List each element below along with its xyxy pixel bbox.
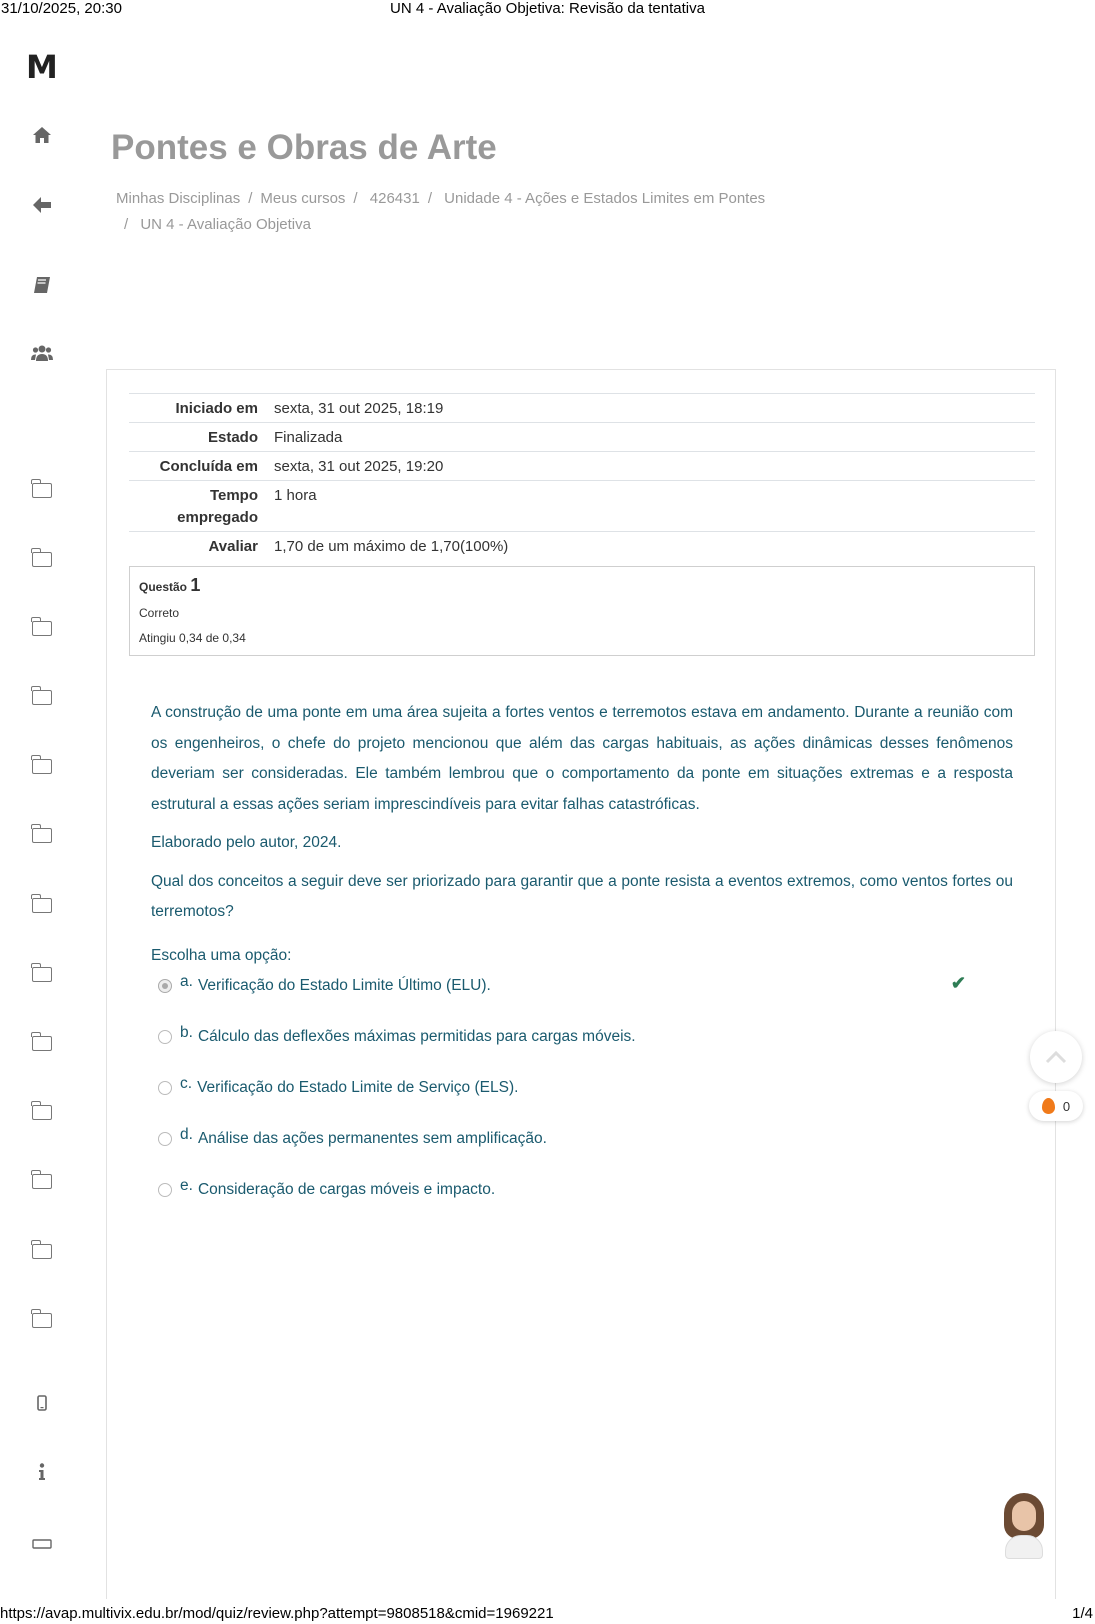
- breadcrumb-item[interactable]: Unidade 4 - Ações e Estados Limites em Pontes: [444, 190, 766, 207]
- answer-option-e[interactable]: [158, 1179, 1013, 1230]
- option-letter: a.: [180, 973, 193, 990]
- flame-icon: [1042, 1098, 1055, 1114]
- question-info: [129, 566, 1035, 656]
- summary-row: [129, 531, 1035, 560]
- folder-icon[interactable]: [28, 1306, 56, 1334]
- print-url: https://avap.multivix.edu.br/mod/quiz/review.php?attempt=9808518&cmid=1969221: [0, 1605, 554, 1622]
- summary-value: Finalizada: [274, 429, 343, 446]
- option-text: Consideração de cargas móveis e impacto.: [197, 1181, 496, 1198]
- option-letter: d.: [180, 1126, 193, 1143]
- summary-label: Iniciado em: [175, 400, 258, 417]
- folder-icon[interactable]: [28, 821, 56, 849]
- folder-icon[interactable]: [28, 1029, 56, 1057]
- breadcrumb-item[interactable]: UN 4 - Avaliação Objetiva: [140, 216, 311, 233]
- summary-label: Estado: [207, 429, 258, 446]
- question-paragraph: A construção de uma ponte em uma área sujeita a fortes ventos e terremotos estava em andamento. Durante a reunião com os engenheiros, o chefe do projeto mencionou que além das cargas habituais, as ações dinâmicas desses fenômenos deveriam ser consideradas. Ele também lembrou que o comportamento da ponte em situações extremas e a resposta estrutural a essas ações seriam imprescindíveis para evitar falhas catastróficas.: [151, 704, 1013, 813]
- summary-row: [129, 480, 1035, 531]
- summary-value: 1,70 de um máximo de 1,70(100%): [274, 538, 509, 555]
- option-text: Verificação do Estado Limite de Serviço (ELS).: [197, 1079, 519, 1096]
- mobile-icon[interactable]: [28, 1389, 56, 1417]
- choose-option-label: Escolha uma opção:: [151, 947, 292, 964]
- folder-icon[interactable]: [28, 545, 56, 573]
- breadcrumb: Minhas Disciplinas / Meus cursos / 426431 / Unidade 4 - Ações e Estados Limites em Pontes / UN 4 - Avaliação Objetiva: [116, 190, 766, 233]
- radio[interactable]: [158, 1030, 172, 1044]
- answer-option-b[interactable]: [158, 1026, 1013, 1077]
- answer-option-c[interactable]: [158, 1077, 1013, 1128]
- radio-selected[interactable]: [158, 979, 172, 993]
- folder-icon[interactable]: [28, 614, 56, 642]
- keyboard-icon[interactable]: [28, 1530, 56, 1558]
- radio[interactable]: [158, 1132, 172, 1146]
- summary-label: Avaliar: [208, 538, 258, 555]
- question-number: Questão 1: [139, 575, 201, 595]
- users-icon[interactable]: [28, 339, 56, 367]
- answer-option-d[interactable]: [158, 1128, 1013, 1179]
- radio[interactable]: [158, 1081, 172, 1095]
- folder-icon[interactable]: [28, 1167, 56, 1195]
- summary-value: sexta, 31 out 2025, 18:19: [274, 400, 444, 417]
- print-footer: [0, 1602, 1095, 1624]
- answer-options: [158, 975, 1013, 1230]
- option-text: Cálculo das deflexões máximas permitidas para cargas móveis.: [197, 1028, 636, 1045]
- option-letter: b.: [180, 1024, 193, 1041]
- summary-label: Tempo empregado: [177, 487, 258, 526]
- attempt-summary-table: [129, 393, 1035, 560]
- logo[interactable]: M: [26, 48, 56, 86]
- question-text: [151, 698, 1013, 936]
- print-datetime: 31/10/2025, 20:30: [1, 0, 122, 17]
- summary-row: [129, 451, 1035, 480]
- question-source: Elaborado pelo autor, 2024.: [151, 834, 342, 851]
- folder-icon[interactable]: [28, 960, 56, 988]
- folder-icon[interactable]: [28, 891, 56, 919]
- book-icon[interactable]: [28, 271, 56, 299]
- chevron-up-icon: [1045, 1050, 1067, 1064]
- folder-icon[interactable]: [28, 1237, 56, 1265]
- option-letter: c.: [180, 1075, 193, 1092]
- print-page-number: 1/4: [1072, 1605, 1093, 1622]
- question-grade: Atingiu 0,34 de 0,34: [139, 631, 246, 645]
- streak-count: 0: [1062, 1098, 1071, 1114]
- breadcrumb-item[interactable]: 426431: [369, 190, 420, 207]
- page-title: Pontes e Obras de Arte: [111, 128, 497, 167]
- summary-label: Concluída em: [159, 458, 258, 475]
- folder-icon[interactable]: [28, 683, 56, 711]
- option-text: Análise das ações permanentes sem amplificação.: [197, 1130, 547, 1147]
- question-state: Correto: [139, 606, 180, 620]
- option-text: Verificação do Estado Limite Último (ELU).: [197, 977, 491, 994]
- summary-value: 1 hora: [274, 487, 317, 504]
- folder-icon[interactable]: [28, 1098, 56, 1126]
- breadcrumb-item[interactable]: Meus cursos: [260, 190, 346, 207]
- info-icon[interactable]: [28, 1458, 56, 1486]
- folder-icon[interactable]: [28, 476, 56, 504]
- back-arrow-icon[interactable]: [28, 191, 56, 219]
- summary-row: [129, 422, 1035, 451]
- scroll-top-button[interactable]: [1030, 1031, 1082, 1083]
- streak-badge[interactable]: [1029, 1091, 1083, 1121]
- print-doc-title: UN 4 - Avaliação Objetiva: Revisão da tentativa: [390, 0, 705, 17]
- answer-option-a[interactable]: [158, 975, 1013, 1026]
- print-header: [0, 0, 1095, 18]
- radio[interactable]: [158, 1183, 172, 1197]
- breadcrumb-item[interactable]: Minhas Disciplinas: [116, 190, 241, 207]
- folder-icon[interactable]: [28, 752, 56, 780]
- summary-value: sexta, 31 out 2025, 19:20: [274, 458, 444, 475]
- summary-row: [129, 393, 1035, 422]
- correct-check-icon: ✔: [950, 973, 966, 993]
- option-letter: e.: [180, 1177, 193, 1194]
- question-prompt: Qual dos conceitos a seguir deve ser priorizado para garantir que a ponte resista a eventos extremos, como ventos fortes ou terremotos?: [151, 872, 1013, 920]
- assistant-avatar[interactable]: [1002, 1493, 1046, 1559]
- sidebar: [0, 30, 84, 1590]
- home-icon[interactable]: [28, 121, 56, 149]
